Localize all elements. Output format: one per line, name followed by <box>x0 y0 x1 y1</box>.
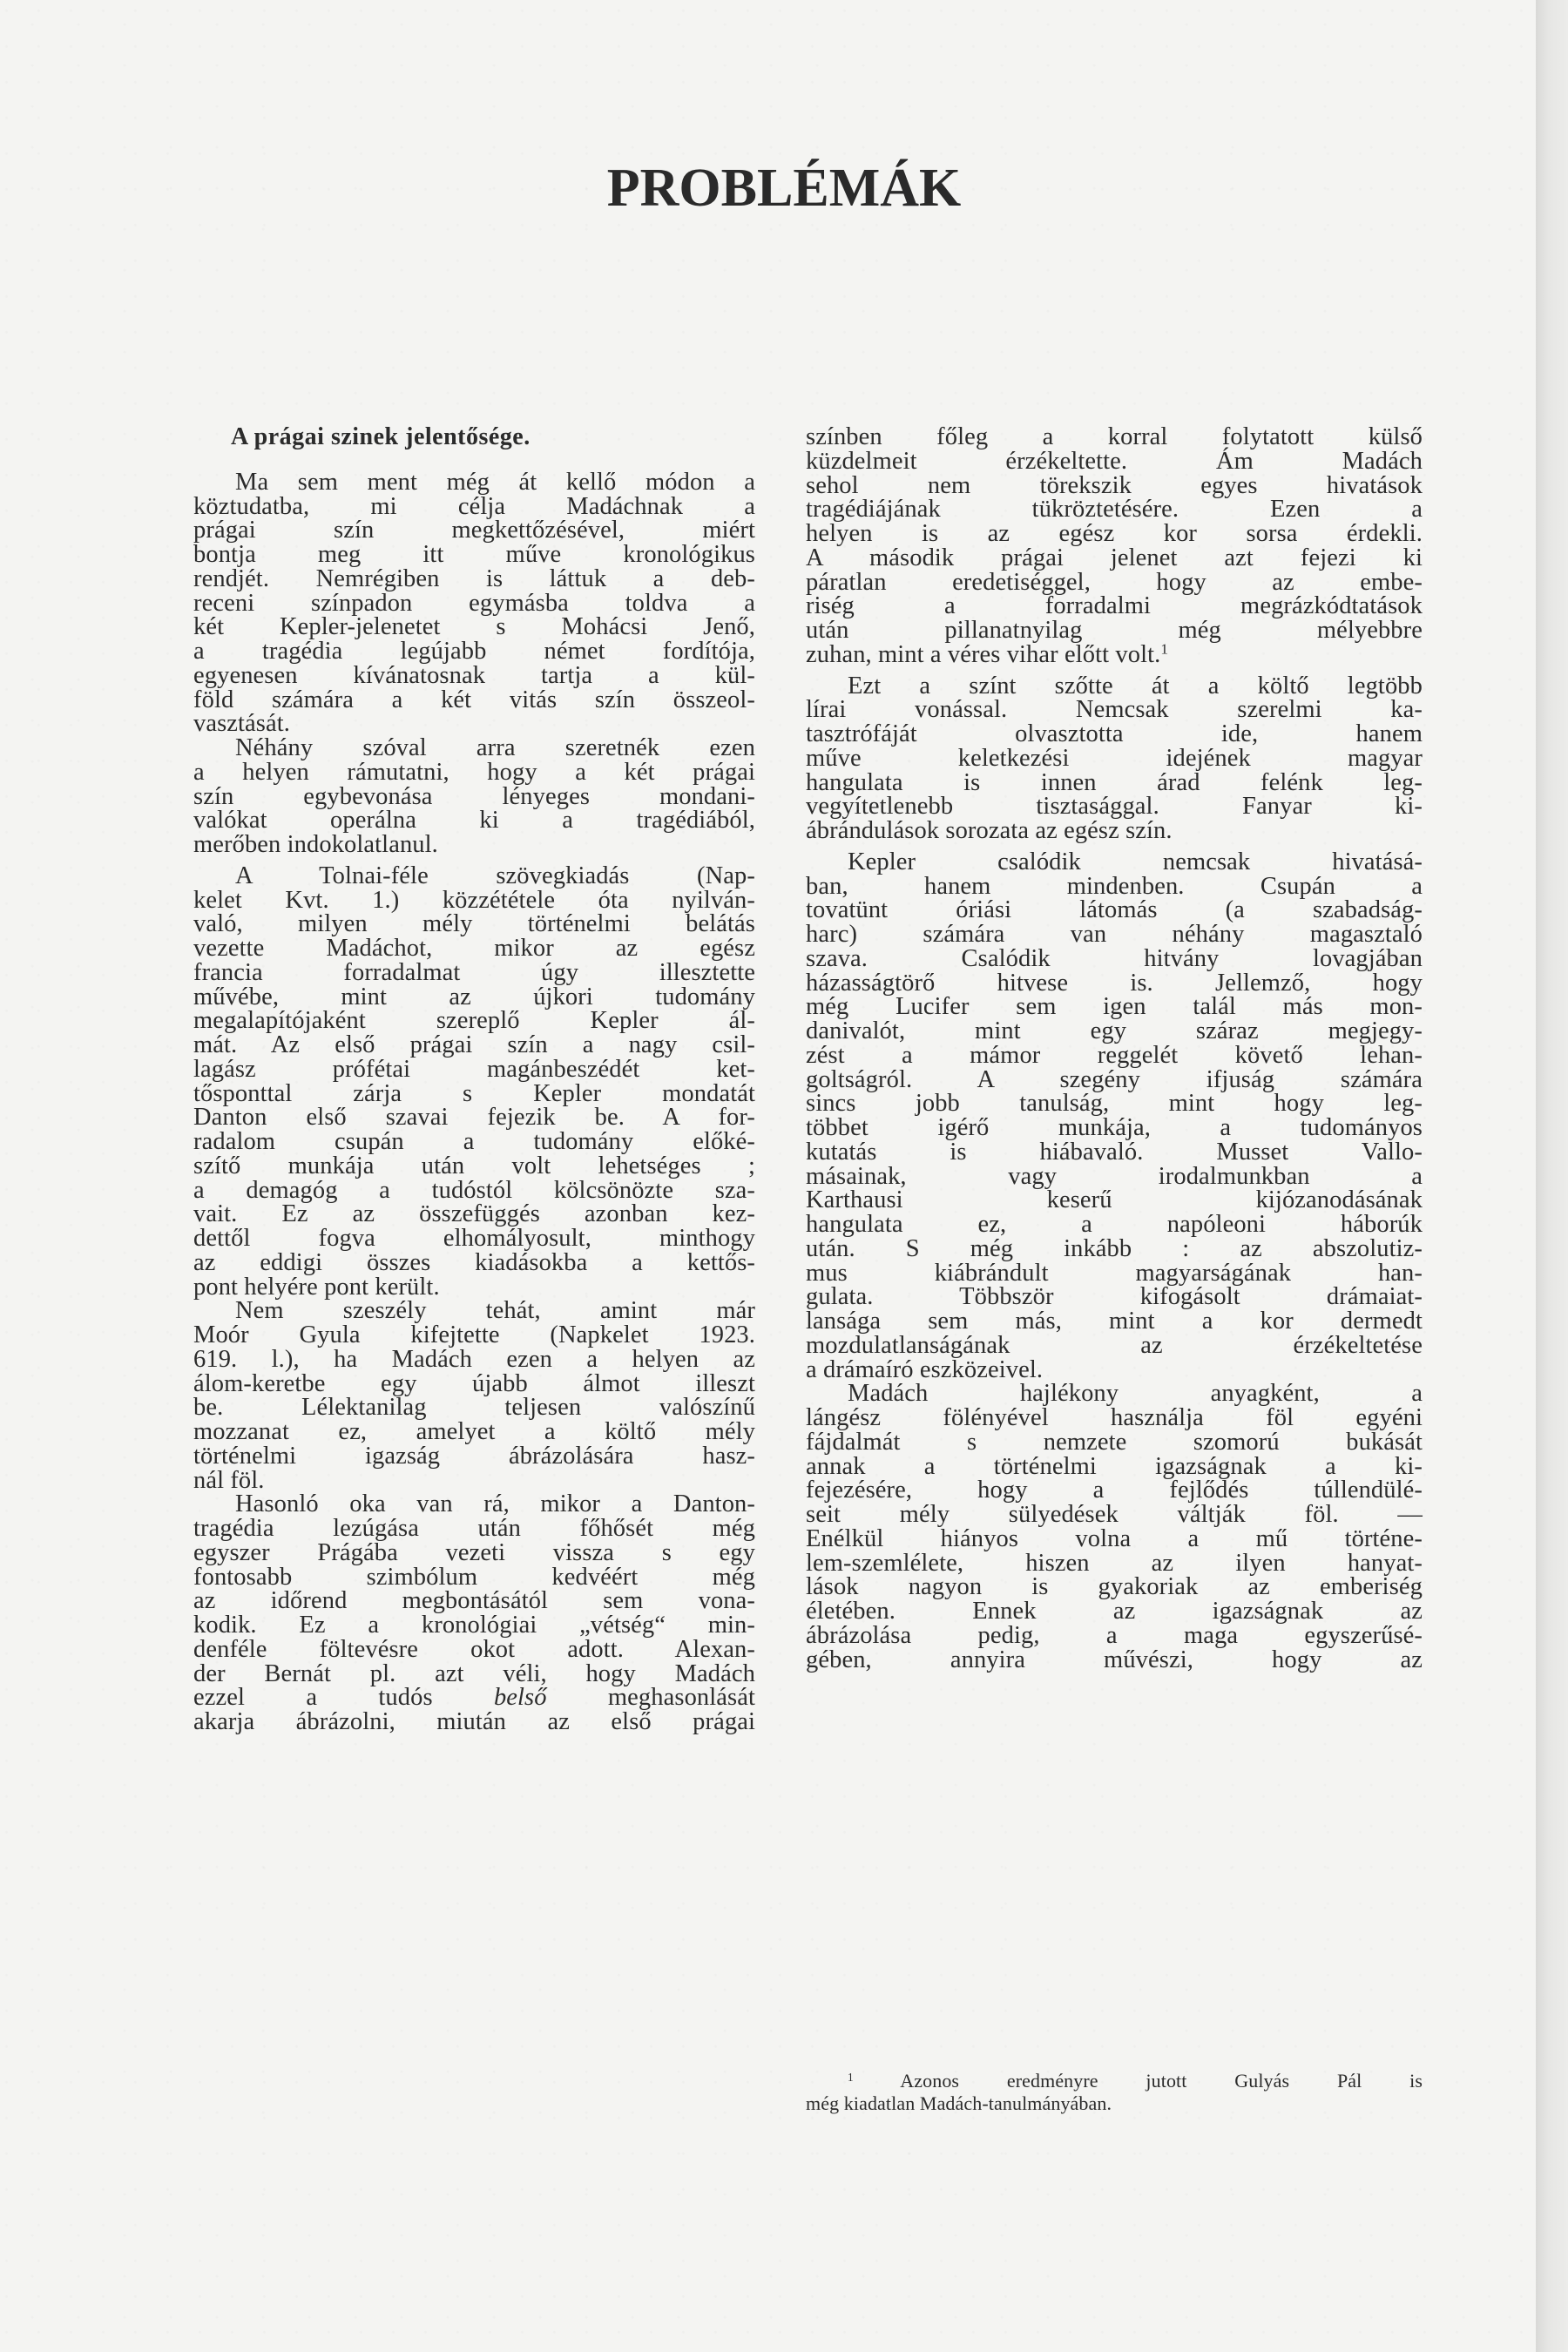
text-line <box>806 1331 1423 1359</box>
line-text: lem-szemlélete, hiszen az ilyen hanyat- <box>806 1549 1423 1577</box>
text-line <box>193 1466 755 1494</box>
text-line <box>193 470 755 495</box>
line-text: seit mély sülyedések váltják föl. — <box>806 1501 1423 1528</box>
line-text: ban, hanem mindenben. Csupán a <box>806 872 1423 900</box>
line-text: pont helyére pont került. <box>193 1273 440 1301</box>
line-text: Enélkül hiányos volna a mű történe- <box>806 1524 1423 1552</box>
text-line <box>193 1345 755 1373</box>
line-text: műve keletkezési idejének magyar <box>806 744 1423 772</box>
text-line <box>193 1369 755 1397</box>
line-text: helyen is az egész kor sorsa érdekli. <box>806 520 1423 547</box>
text-line <box>193 688 755 713</box>
line-text: Néhány szóval arra szeretnék ezen <box>235 734 755 761</box>
text-line <box>193 591 755 616</box>
text-line <box>806 850 1423 875</box>
text-line <box>806 872 1423 900</box>
text-line <box>806 923 1423 947</box>
text-line <box>193 1275 755 1300</box>
line-text: színben főleg a korral folytatott külső <box>806 423 1423 450</box>
text-line <box>193 1565 755 1590</box>
line-text: danivalót, mint egy száraz megjegy- <box>806 1017 1423 1044</box>
line-text: valókat operálna ki a tragédiából, <box>193 807 755 835</box>
text-line <box>806 1285 1423 1309</box>
line-text: receni színpadon egymásba toldva a <box>193 589 755 617</box>
line-text: mus kiábrándult magyarságának han- <box>806 1259 1423 1287</box>
line-text: Madách hajlékony anyagként, a <box>848 1380 1423 1408</box>
text-line <box>193 936 755 961</box>
line-text: tragédia lezúgása után főhősét még <box>193 1515 755 1542</box>
line-text: ábrándulások sorozata az egész szín. <box>806 817 1173 844</box>
line-text: Ma sem ment még át kellő módon a <box>235 468 755 496</box>
text-line <box>193 1202 755 1227</box>
text-line <box>193 1659 755 1687</box>
line-text: szava. Csalódik hitvány lovagjában <box>806 944 1423 972</box>
line-text: történelmi igazság ábrázolására hasz- <box>193 1442 755 1470</box>
text-line <box>806 471 1423 499</box>
text-line <box>193 1009 755 1033</box>
line-text: álom-keretbe egy újabb álmot illeszt <box>193 1369 755 1397</box>
line-text: lagász prófétai magánbeszédét ket- <box>193 1055 755 1083</box>
text-line <box>806 1430 1423 1455</box>
line-text: házasságtörő hitvese is. Jellemző, hogy <box>806 969 1423 997</box>
text-line <box>806 1503 1423 1527</box>
line-text: szín egybevonása lényeges mondani- <box>193 782 755 810</box>
line-text: be. Lélektanilag teljesen valószínű <box>193 1394 755 1422</box>
page-edge <box>1536 0 1568 2352</box>
line-text: radalom csupán a tudomány előké- <box>193 1128 755 1155</box>
text-line <box>806 1188 1423 1213</box>
text-line <box>806 944 1423 972</box>
text-line <box>806 640 1423 668</box>
line-text: Karthausi keserű kijózanodásának <box>806 1186 1423 1214</box>
line-text: fájdalmát s nemzete szomorú bukását <box>806 1428 1423 1456</box>
text-line <box>806 995 1423 1019</box>
text-line <box>806 1116 1423 1140</box>
text-line <box>806 449 1423 474</box>
line-text: denféle föltevésre okot adott. Alexan- <box>193 1635 755 1663</box>
line-text: páratlan eredetiséggel, hogy az embe- <box>806 568 1423 596</box>
line-text: der Bernát pl. azt véli, hogy Madách <box>193 1659 755 1687</box>
line-text: francia forradalmat úgy illesztette <box>193 958 755 986</box>
text-line <box>806 1041 1423 1069</box>
line-text: kodik. Ez a kronológiai „vétség“ min- <box>193 1612 755 1639</box>
section-heading: A prágai szinek jelentősége. <box>231 423 531 450</box>
text-line <box>193 833 755 857</box>
text-line <box>193 912 755 936</box>
line-text: egyenesen kívánatosnak tartja a kül- <box>193 661 755 689</box>
text-line <box>806 698 1423 722</box>
line-text: mozzanat ez, amelyet a költő mély <box>193 1418 755 1445</box>
line-text: a demagóg a tudóstól kölcsönözte sza- <box>193 1176 755 1204</box>
line-text: lansága sem más, mint a kor dermedt <box>806 1308 1423 1335</box>
text-line <box>806 1309 1423 1334</box>
line-text: vait. Ez az összefüggés azonban kez- <box>193 1200 755 1228</box>
line-text: két Kepler-jelenetet s Mohácsi Jenő, <box>193 613 755 641</box>
text-line <box>193 1444 755 1469</box>
text-line <box>806 1234 1423 1262</box>
line-text: kelet Kvt. 1.) közzététele óta nyilván- <box>193 886 755 914</box>
text-line <box>806 1478 1423 1503</box>
text-line <box>806 1406 1423 1430</box>
emphasized-word: belső <box>493 1684 547 1712</box>
text-line <box>193 661 755 689</box>
text-line <box>193 492 755 520</box>
text-line <box>193 518 755 543</box>
left-column <box>193 425 755 1734</box>
line-text: köztudatba, mi célja Madáchnak a <box>193 492 755 520</box>
line-text: az időrend megbontásától sem vona- <box>193 1587 755 1615</box>
text-line <box>193 1517 755 1541</box>
line-text: gében, annyira művészi, hogy az <box>806 1646 1423 1673</box>
line-text: lírai vonással. Nemcsak szerelmi ka- <box>806 696 1423 724</box>
text-line <box>193 760 755 785</box>
text-line <box>806 1213 1423 1237</box>
line-text: való, milyen mély történelmi belátás <box>193 910 755 938</box>
page-title: PROBLÉMÁK <box>606 158 962 218</box>
line-text: Danton első szavai fejezik be. A for- <box>193 1104 755 1132</box>
line-text: zuhan, mint a véres vihar előtt volt. <box>806 640 1161 668</box>
line-text: Moór Gyula kifejtette (Napkelet 1923. <box>193 1321 755 1348</box>
text-line <box>806 1261 1423 1286</box>
text-line <box>806 768 1423 796</box>
line-text: még Lucifer sem igen talál más mon- <box>806 993 1423 1021</box>
text-line <box>193 1613 755 1638</box>
line-text: többet igérő munkája, a tudományos <box>806 1114 1423 1141</box>
text-line <box>193 1538 755 1566</box>
line-text: tragédiájának tükröztetésére. Ezen a <box>806 496 1423 524</box>
text-line <box>806 1019 1423 1044</box>
text-line <box>193 639 755 664</box>
text-line <box>806 1575 1423 1599</box>
text-line <box>806 1621 1423 1649</box>
text-line <box>806 819 1423 843</box>
text-line <box>193 1686 755 1710</box>
text-line <box>193 712 755 736</box>
line-text: a helyen rámutatni, hogy a két prágai <box>193 758 755 786</box>
line-text: vasztását. <box>193 710 290 738</box>
line-text: után pillanatnyilag még mélyebbre <box>806 617 1423 644</box>
line-text: prágai szín megkettőzésével, miért <box>193 517 755 544</box>
line-text: lángész fölényével használja föl egyéni <box>806 1404 1423 1431</box>
line-text: mozdulatlanságának az érzékeltetése <box>806 1331 1423 1359</box>
text-line <box>193 1079 755 1107</box>
text-fragment: ezzel a tudós <box>193 1684 494 1712</box>
line-text: akarja ábrázolni, miután az első prágai <box>193 1708 755 1735</box>
line-text: goltságról. A szegény ifjuság számára <box>806 1065 1423 1093</box>
text-line <box>806 898 1423 923</box>
text-line <box>806 744 1423 772</box>
text-line <box>193 543 755 567</box>
line-text: szítő munkája után volt lehetséges ; <box>193 1152 755 1179</box>
text-line <box>193 808 755 833</box>
line-text: A Tolnai-féle szövegkiadás (Nap- <box>235 862 755 889</box>
text-line <box>193 1710 755 1734</box>
text-line <box>193 1635 755 1663</box>
line-text: tovatünt óriási látomás (a szabadság- <box>806 896 1423 924</box>
text-line <box>806 568 1423 596</box>
line-text: tasztrófáját olvasztotta ide, hanem <box>806 720 1423 747</box>
text-line <box>806 971 1423 996</box>
text-line <box>193 1130 755 1154</box>
text-line <box>193 1299 755 1323</box>
text-line <box>806 425 1423 449</box>
text-line <box>193 1033 755 1058</box>
text-line <box>806 1599 1423 1624</box>
text-line <box>193 1396 755 1420</box>
line-text: fontosabb szimbólum kedvéért még <box>193 1563 755 1591</box>
footnote-reference[interactable]: 1 <box>1160 640 1168 658</box>
line-text: sehol nem törekszik egyes hivatások <box>806 471 1423 499</box>
text-line <box>806 1524 1423 1552</box>
text-line <box>193 1176 755 1204</box>
line-text: zést a mámor reggelét követő lehan- <box>806 1041 1423 1069</box>
line-text: kutatás is hiábavaló. Musset Vallo- <box>806 1138 1423 1166</box>
text-line <box>806 1065 1423 1093</box>
footnote-line <box>806 2070 1423 2092</box>
text-line <box>193 1420 755 1444</box>
text-line <box>193 1589 755 1613</box>
text-line <box>806 1140 1423 1165</box>
text-line <box>193 1248 755 1276</box>
line-text: dettől fogva elhomályosult, minthogy <box>193 1225 755 1252</box>
text-line <box>806 1452 1423 1480</box>
text-line <box>806 546 1423 571</box>
footnote-text: Azonos eredményre jutott Gulyás Pál is <box>900 2070 1423 2092</box>
text-line <box>193 736 755 760</box>
line-text: fejezésére, hogy a fejlődés túllendülé- <box>806 1477 1423 1504</box>
line-text: Hasonló oka van rá, mikor a Danton- <box>235 1490 755 1518</box>
text-line <box>193 1055 755 1083</box>
line-text: föld számára a két vitás szín összeol- <box>193 686 755 713</box>
text-line <box>806 794 1423 819</box>
line-text: A második prágai jelenet azt fejezi ki <box>806 544 1423 571</box>
right-column <box>806 425 1423 1672</box>
text-line <box>806 618 1423 643</box>
line-text: életében. Ennek az igazságnak az <box>806 1598 1423 1625</box>
line-text: vezette Madáchot, mikor az egész <box>193 935 755 962</box>
line-text: művébe, mint az újkori tudomány <box>193 983 755 1010</box>
text-line <box>806 722 1423 747</box>
line-text: 619. l.), ha Madách ezen a helyen az <box>193 1345 755 1373</box>
text-line <box>193 985 755 1010</box>
line-text: a drámaíró eszközeivel. <box>806 1355 1044 1383</box>
line-text: riség a forradalmi megrázkódtatások <box>806 592 1423 620</box>
text-line <box>806 1648 1423 1673</box>
text-line <box>193 564 755 592</box>
text-line <box>193 1323 755 1348</box>
line-text: Kepler csalódik nemcsak hivatásá- <box>848 848 1423 875</box>
text-line <box>806 1551 1423 1576</box>
line-text: hangulata ez, a napóleoni háborúk <box>806 1211 1423 1238</box>
line-text: küzdelmeit érzékeltette. Ám Madách <box>806 447 1423 475</box>
text-line <box>193 615 755 639</box>
footnote-marker: 1 <box>848 2070 854 2084</box>
text-line <box>806 1355 1423 1383</box>
text-line <box>193 958 755 986</box>
line-text: Nem szeszély tehát, amint már <box>235 1297 755 1325</box>
footnote-line: még kiadatlan Madách-tanulmányában. <box>806 2092 1112 2114</box>
line-text: bontja meg itt műve kronológikus <box>193 541 755 568</box>
text-line <box>806 1162 1423 1190</box>
line-text: Ezt a színt szőtte át a költő legtöbb <box>848 672 1423 700</box>
footnote <box>806 2070 1423 2115</box>
text-fragment: meghasonlását <box>546 1684 755 1712</box>
line-text: a tragédia legújabb német fordítója, <box>193 638 755 665</box>
text-line <box>193 864 755 889</box>
text-line <box>806 497 1423 522</box>
text-line <box>193 886 755 914</box>
line-text: ábrázolása pedig, a maga egyszerűsé- <box>806 1621 1423 1649</box>
line-text: sincs jobb tanulság, mint hogy leg- <box>806 1090 1423 1118</box>
line-text: annak a történelmi igazságnak a ki- <box>806 1452 1423 1480</box>
line-text: az eddigi összes kiadásokba a kettős- <box>193 1248 755 1276</box>
text-line <box>806 1092 1423 1116</box>
text-line <box>806 674 1423 699</box>
line-text: mát. Az első prágai szín a nagy csil- <box>193 1031 755 1058</box>
line-text: gulata. Többször kifogásolt drámaiat- <box>806 1283 1423 1311</box>
line-text: tősponttal zárja s Kepler mondatát <box>193 1079 755 1107</box>
line-text: rendjét. Nemrégiben is láttuk a deb- <box>193 564 755 592</box>
text-line <box>193 1154 755 1179</box>
text-line <box>193 1227 755 1251</box>
line-text: harc) számára van néhány magasztaló <box>806 921 1423 948</box>
line-text: egyszer Prágába vezeti vissza s egy <box>193 1538 755 1566</box>
line-text: vegyítetlenebb tisztasággal. Fanyar ki- <box>806 793 1423 821</box>
text-line <box>806 1382 1423 1406</box>
line-text: nál föl. <box>193 1466 265 1494</box>
line-text: megalapítójaként szereplő Kepler ál- <box>193 1007 755 1035</box>
text-line <box>806 594 1423 618</box>
text-line <box>193 1105 755 1130</box>
line-text: lások nagyon is gyakoriak az emberiség <box>806 1573 1423 1601</box>
line-text: után. S még inkább : az abszolutiz- <box>806 1234 1423 1262</box>
text-line <box>193 782 755 810</box>
line-text: másainak, vagy irodalmunkban a <box>806 1162 1423 1190</box>
line-text: hangulata is innen árad felénk leg- <box>806 768 1423 796</box>
text-line <box>193 1492 755 1517</box>
text-line <box>806 522 1423 546</box>
line-text: merőben indokolatlanul. <box>193 831 438 858</box>
